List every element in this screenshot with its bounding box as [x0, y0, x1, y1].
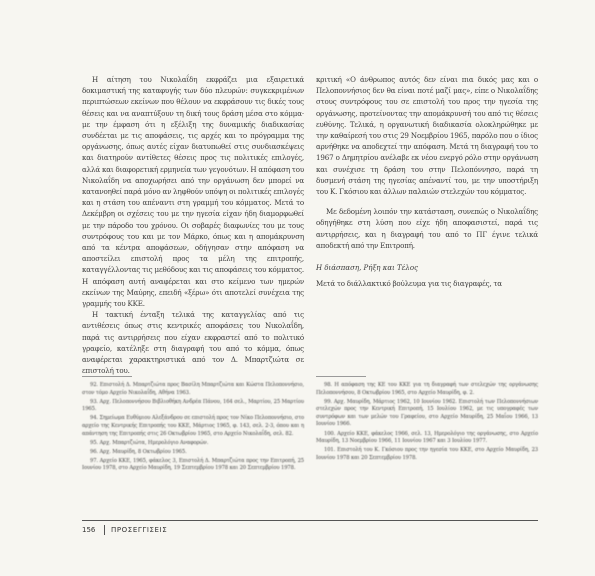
body-paragraph: κριτική «Ο άνθρωπος αυτός δεν είναι πια δικός μας και ο Πελοποννήσιος δεν θα είναι ποτέ μαζί μας», είπε ο Νικολαΐδης στους συντρόφους του σε επιστολή του προς την ηγεσία της οργάνωσης, προτείνοντας την απομάκρυνσή του από τις θέσεις ευθύνης. Τελικά, η οργανωτική διαδικασία ολοκληρώθηκε με την καθαίρεσή του στις 29 Νοεμβρίου 1965, παρόλο που ο ίδιος αρνήθηκε να αποδεχτεί την απόφαση. Μετά τη διαγραφή του το 1967 ο Δημητρίου ανέλαβε εκ νέου ενεργό ρόλο στην οργάνωση και συνέχισε τη δράση του στην Πελοπόννησο, παρά τη δυσμενή στάση της ηγεσίας απέναντί του, με την υποστήριξη του Κ. Γκόσιου και άλλων παλαιών στελεχών του κόμματος. — [316, 75, 538, 197]
body-paragraph: Η τακτική ένταξη τελικά της καταγγελίας από τις αντιθέσεις όπως στις κεντρικές αποφάσεις του Νικολαΐδη, παρά τις αντιρρήσεις που είχαν εκφραστεί από το πολιτικό γραφείο, κατέληξε στη διαγραφή του από το κόμμα, όπως αναφέρεται χαρακτηριστικά από τον Δ. Μπαρτζιώτα σε επιστολή του. — [82, 310, 304, 376]
footnote: 93. Αρχ. Πελοποννήσου Βιβλιοθήκη Ανδρέα Πάνου, 164 σελ., Μαρτίου, 25 Μαρτίου 1965. — [82, 398, 304, 413]
right-column — [316, 74, 538, 289]
footnotes-right — [316, 382, 538, 464]
footnote: 92. Επιστολή Δ. Μπαρτζιώτα προς Βασίλη Μπαρτζιώτα και Κώστα Πελοποννήσιο, στον τόμο Αρχείο Νικολαΐδη, Αθήνα 1963. — [82, 382, 304, 396]
page-number: 156 — [82, 526, 96, 534]
footnote: 101. Επιστολή του Κ. Γκόσιου προς την ηγεσία του ΚΚΕ, στο Αρχείο Μαυρίδη, 23 Ιουνίου 1978 και 20 Σεπτεμβρίου 1978. — [316, 447, 538, 461]
journal-title: ΠΡΟΣΕΓΓΙΣΕΙΣ — [111, 526, 168, 534]
footnote: 98. Η απόφαση της ΚΕ του ΚΚΕ για τη διαγραφή των στελεχών της οργάνωσης Πελοποννήσου, 8 Οκτωβρίου 1965, στο Αρχείο Μαυρίδη, φ. 2. — [316, 382, 538, 396]
footnote: 94. Σημείωμα Ευθύμιου Αλεξάνδρου σε επιστολή προς τον Νίκο Πελοποννήσιο, στο αρχείο της Κεντρικής Επιτροπής του ΚΚΕ, Μάρτιος 1965, φ. 143, σελ. 2-3, όπου και η απάντηση της Επιτροπής στις 26 Οκτωβρίου 1965, στο Αρχείο Νικολαΐδη, σελ. 82. — [82, 415, 305, 437]
paragraph-gap — [316, 251, 538, 260]
footnote: 99. Αρχ. Μαυρίδη, Μάρτιος 1962, 10 Ιουνίου 1962. Επιστολή των Πελοποννήσιων στελεχών προς την Κεντρική Επιτροπή, 15 Ιουλίου 1962, με τις υπογραφές των συντρόφων και των μελών του Γραφείου, στο Αρχείο Μαυρίδη, 25 Μαΐου 1966, 13 Ιουνίου 1966. — [316, 398, 538, 428]
footnote: 97. Αρχείο ΚΚΕ, 1965, φάκελος 3, Επιστολή Δ. Μπαρτζιώτα προς την Επιτροπή, 25 Ιουνίου 1978, στο Αρχείο Μαυρίδη, 19 Σεπτεμβρίου 1978 και 20 Σεπτεμβρίου 1978. — [82, 457, 304, 472]
footer-divider — [104, 525, 105, 535]
footnotes-left — [82, 382, 304, 475]
footnote-rule — [316, 376, 366, 377]
body-paragraph: Η αίτηση του Νικολαΐδη εκφράζει μια εξαιρετικά δοκιμαστική της καταφυγής των δύο πλευρών: συγκεκριμένων περιπτώσεων εκείνων που θέλουν να εκφράσουν τις δικές τους θέσεις και να αναπτύξουν τη δική τους δράση μέσα στο κόμμα· με την έμφαση ότι η εξέλιξη της δυναμικής διαδικασίας συνδέεται με τις αποφάσεις, τις αρχές και το πρόγραμμα της οργάνωσης, όπως αυτές είχαν διατυπωθεί στις συνδιασκέψεις και διατηρούν αντίθετες θέσεις προς τις πολιτικές επιλογές, αλλά και διαφορετική ερμηνεία των γεγονότων. Η απόφαση του Νικολαΐδη να αποχωρήσει από την οργάνωση δεν μπορεί να κατανοηθεί παρά μόνο αν ληφθούν υπόψη οι πολιτικές επιλογές και η στάση του απέναντι στη γραμμή του κόμματος. Μετά το Δεκέμβρη οι σχέσεις του με την ηγεσία είχαν ήδη διαμορφωθεί με την πάροδο του χρόνου. Οι σοβαρές διαφωνίες του με τους συντρόφους του και με τον Μάρκο, όπως και η απομάκρυνση από τα κέντρα αποφάσεων, οδήγησαν στην απόφαση να αποστείλει επιστολή προς τα μέλη της επιτροπής, καταγγέλλοντας τις μεθόδους και τις αποφάσεις του κόμματος. Η απόφαση αυτή αναφέρεται και στο κείμενο των ημερών εκείνων της Μαύρης, επειδή «ξέρω» ότι αποτελεί συνέχεια της γραμμής του ΚΚΕ. — [82, 75, 304, 309]
body-paragraph: Με δεδομένη λοιπόν την κατάσταση, συνεπώς ο Νικολαΐδης οδηγήθηκε στη λύση που είχε ήδη αποφασιστεί, παρά τις αντιρρήσεις, και η διαγραφή του από το ΠΓ έγινε τελικά αποδεκτή από την Επιτροπή. — [316, 207, 538, 250]
section-subheading: Η διάσπαση, Ρήξη και Τέλος — [316, 264, 419, 273]
footnote: 96. Αρχ. Μαυρίδη, 8 Οκτωβρίου 1965. — [90, 448, 187, 455]
left-column — [82, 74, 304, 376]
footnote: 100. Αρχείο ΚΚΕ, φάκελος 1966, σελ. 13, Ημερολόγιο της οργάνωσης, στο Αρχείο Μαυρίδη, 13 Νοεμβρίου 1966, 11 Ιουνίου 1967 και 3 Ιουλίου 1977. — [316, 430, 538, 445]
footnote-rule — [82, 376, 132, 377]
page-footer — [82, 520, 538, 537]
footnote: 95. Αρχ. Μπαρτζιώτα, Ημερολόγιο Αναφορών. — [90, 439, 209, 446]
body-paragraph: Μετά το διάλλακτικό βούλευμα για τις διαγραφές, τα — [316, 279, 502, 289]
paragraph-gap — [316, 197, 538, 206]
